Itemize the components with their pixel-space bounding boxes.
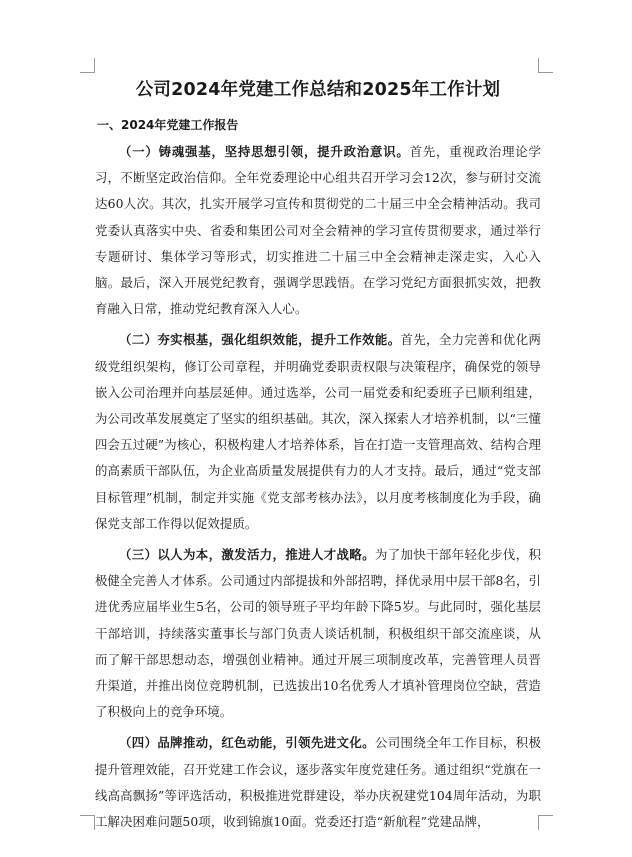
paragraph-body: 为了加快干部年轻化步伐，积极健全完善人才体系。公司通过内部提拔和外部招聘，择优录用中层干部8名，引进优秀应届毕业生5名，公司的领导班子平均年龄下降5岁。与此同时，强化基层干部培训，持续落实董事长与部门负责人谈话机制，积极组织干部交流座谈，从而了解干部思想动态，增强创业精神。通过开展三项制度改革，完善管理人员晋升渠道，并推出岗位竞聘机制，已选拔出10名优秀人才填补管理岗位空缺，营造了积极向上的竞争环境。	[95, 547, 541, 720]
paragraph-lead: （二）夯实根基，强化组织效能，提升工作效能。	[119, 332, 401, 348]
section-heading: 一、2024年党建工作报告	[97, 118, 239, 132]
paragraph-body: 首先，重视政治理论学习，不断坚定政治信仰。全年党委理论中心组共召开学习会12次，参与研讨交流达60人次。其次，扎实开展学习宣传和贯彻党的二十届三中全会精神活动。我司党委认真落实中央、省委和集团公司对全会精神的学习宣传贯彻要求，通过举行专题研讨、集体学习等形式，切实推进二十届三中全会精神走深走实，入心入脑。最后，深入开展党纪教育，强调学思践悟。在学习党纪方面狠抓实效，把教育融入日常，推动党纪教育深入人心。	[95, 144, 542, 317]
paragraph-lead: （四）品牌推动，红色动能，引领先进文化。	[119, 735, 375, 751]
paragraph-4	[95, 730, 541, 835]
paragraph-lead: （三）以人为本，激发活力，推进人才战略。	[119, 547, 375, 563]
crop-mark-top-right	[538, 58, 553, 73]
paragraph-body: 首先，全力完善和优化两级党组织架构，修订公司章程，并明确党委职责权限与决策程序，确保党的领导嵌入公司治理并向基层延伸。通过选举，公司一届党委和纪委班子已顺利组建，为公司改革发展奠定了坚实的组织基础。其次，深入探索人才培养机制，以“三懂四会五过硬”为核心，积极构建人才培养体系，旨在打造一支管理高效、结构合理的高素质干部队伍，为企业高质量发展提供有力的人才支持。最后，通过“党支部目标管理”机制，制定并实施《党支部考核办法》，以月度考核制度化为手段，确保党支部工作得以促效提质。	[95, 332, 541, 531]
paragraph-lead: （一）铸魂强基，坚持思想引领，提升政治意识。	[119, 144, 410, 159]
crop-mark-bottom-left	[80, 815, 95, 830]
paragraph-body: 公司围绕全年工作目标，积极提升管理效能，召开党建工作会议，逐步落实年度党建任务。通过组织“党旗在一线高高飘扬”等评选活动，积极推进党群建设，举办庆祝建党104周年活动，为职工解决困难问题50项，收到锦旗10面。党委还打造“新航程”党建品牌，	[95, 735, 541, 830]
crop-mark-top-left	[80, 58, 95, 73]
document-title: 公司2024年党建工作总结和2025年工作计划	[135, 80, 501, 100]
document-body	[95, 72, 541, 835]
paragraph-2	[95, 327, 541, 537]
paragraph-3	[95, 542, 541, 725]
paragraph-1	[95, 139, 541, 322]
